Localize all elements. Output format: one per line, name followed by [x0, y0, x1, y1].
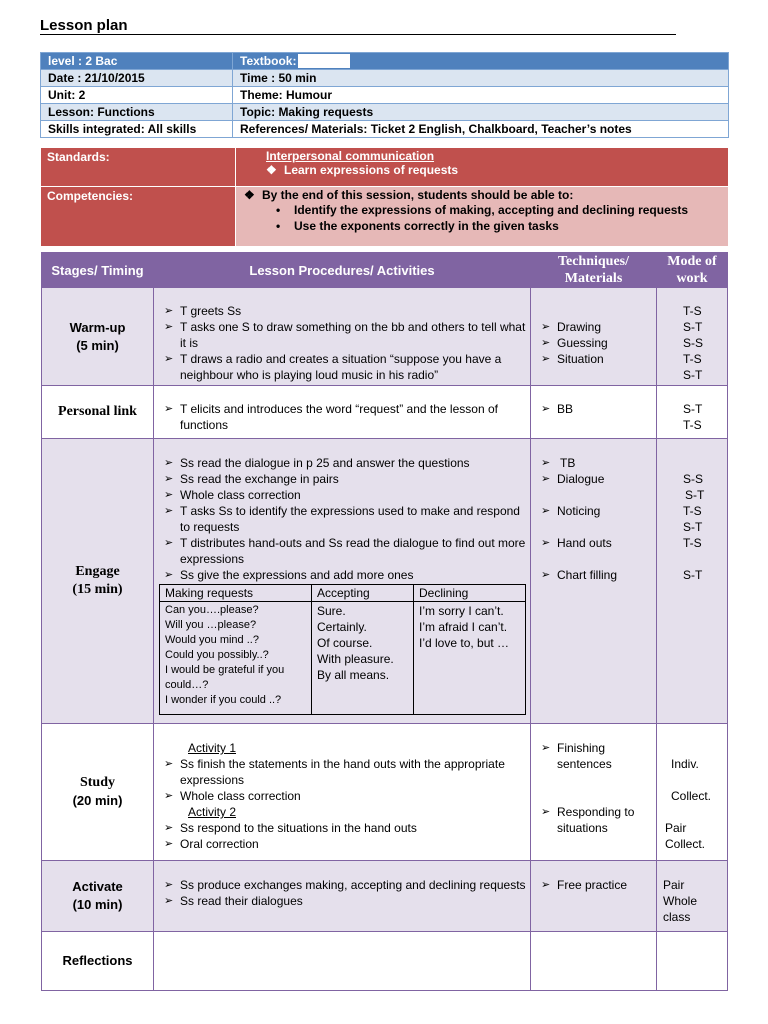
modes-study: [657, 724, 728, 861]
header-mode-line1: Mode of: [667, 254, 717, 269]
procedures-table: [41, 252, 728, 991]
row-warmup: [42, 288, 728, 386]
row-activate: [42, 861, 728, 932]
activity-heading: Activity 2: [188, 805, 237, 819]
page-title: Lesson plan: [40, 17, 128, 34]
textbook-input-box: [298, 54, 350, 68]
header-techniques-line2: Materials: [564, 271, 623, 286]
stage-time: (10 min): [72, 897, 123, 912]
spacer: [663, 804, 727, 820]
techniques-personal-link: [531, 386, 657, 439]
stage-activate: [42, 861, 154, 932]
stage-reflections: [42, 932, 154, 991]
spacer: [531, 772, 656, 788]
reflections-notes: [154, 932, 531, 991]
procedure-item: ➢ Ss produce exchanges making, accepting and declining requests: [154, 877, 530, 893]
procedure-item: ➢ T draws a radio and creates a situation “suppose you have a neighbour who is playing loud music in his radio”: [154, 351, 530, 383]
stage-name: Reflections: [62, 953, 133, 968]
procedure-item: ➢ T asks one S to draw something on the bb and others to tell what it is: [154, 319, 530, 351]
mode-item: S-T: [683, 320, 703, 334]
technique-item: ➢ TB: [531, 455, 656, 471]
technique-item: ➢ Hand outs: [531, 535, 656, 551]
mode-item: T-S: [683, 504, 702, 518]
mode-item: T-S: [683, 352, 702, 366]
header-techniques: [531, 253, 657, 288]
standards-content: [236, 148, 729, 187]
expr-item: Could you possibly..?: [165, 649, 269, 661]
stage-warmup: [42, 288, 154, 386]
lesson-cell: Lesson: Functions: [41, 104, 233, 121]
mode-item: T-S: [683, 304, 702, 318]
procedures-personal-link: [154, 386, 531, 439]
header-mode-line2: work: [676, 271, 708, 286]
skills-cell: Skills integrated: All skills: [41, 121, 233, 138]
procedures-activate: [154, 861, 531, 932]
competencies-label: Competencies:: [41, 187, 236, 247]
reflections-techniques: [531, 932, 657, 991]
technique-item: ➢ Noticing: [531, 503, 656, 519]
spacer: [531, 551, 656, 567]
expr-item: I’m sorry I can’t.: [419, 604, 504, 618]
expr-item: With pleasure.: [317, 652, 394, 666]
expr-declining-list: [414, 602, 526, 715]
technique-item: ➢ Situation: [531, 351, 656, 367]
reflections-modes: [657, 932, 728, 991]
header-mode: [657, 253, 728, 288]
spacer: [531, 519, 656, 535]
expr-header-making: Making requests: [160, 585, 312, 602]
standards-item-text: Learn expressions of requests: [284, 163, 459, 177]
header-stages: Stages/ Timing: [42, 253, 154, 288]
techniques-warmup: [531, 288, 657, 386]
competencies-content: [236, 187, 729, 247]
row-engage: [42, 439, 728, 724]
mode-item: S-T: [683, 402, 703, 416]
procedure-item: ➢ Ss respond to the situations in the hand outs: [154, 820, 530, 836]
procedure-item: ➢ T asks Ss to identify the expressions used to make and respond to requests: [154, 503, 530, 535]
procedure-item: ➢ Ss finish the statements in the hand outs with the appropriate expressions: [154, 756, 530, 788]
row-personal-link: [42, 386, 728, 439]
topic-cell: Topic: Making requests: [233, 104, 729, 121]
expr-item: I would be grateful if you could…?: [165, 664, 285, 691]
competencies-intro-text: By the end of this session, students should be able to:: [262, 188, 574, 202]
stage-name: Activate: [72, 879, 123, 894]
expr-item: I wonder if you could ..?: [165, 694, 282, 706]
expr-item: I’m afraid I can’t.: [419, 620, 508, 634]
row-reflections: [42, 932, 728, 991]
procedure-item: ➢ Ss read the exchange in pairs: [154, 471, 530, 487]
procedure-item: ➢ Ss read their dialogues: [154, 893, 530, 909]
expr-item: I’d love to, but …: [419, 636, 510, 650]
theme-cell: Theme: Humour: [233, 87, 729, 104]
mode-item: S-T: [683, 368, 703, 382]
mode-item: Indiv.: [671, 757, 699, 771]
stage-time: (15 min): [72, 582, 123, 597]
mode-item: Collect.: [665, 837, 706, 851]
procedure-item: ➢ Whole class correction: [154, 487, 530, 503]
expr-item: Sure.: [317, 604, 346, 618]
stage-study: [42, 724, 154, 861]
mode-item: S-S: [683, 472, 704, 486]
info-table: [40, 52, 729, 138]
mode-item: class: [663, 910, 691, 924]
mode-item: S-T: [683, 520, 703, 534]
mode-item: T-S: [683, 536, 702, 550]
technique-item: ➢ Drawing: [531, 319, 656, 335]
mode-item: Collect.: [671, 789, 712, 803]
procedure-item: ➢ T greets Ss: [154, 303, 530, 319]
standards-heading: Interpersonal communication: [266, 149, 435, 163]
procedure-item: ➢ Whole class correction: [154, 788, 530, 804]
technique-item: ➢ Chart filling: [531, 567, 656, 583]
techniques-activate: [531, 861, 657, 932]
stage-engage: [42, 439, 154, 724]
row-study: [42, 724, 728, 861]
stage-time: (20 min): [72, 793, 123, 808]
expr-item: Would you mind ..?: [165, 634, 259, 646]
procedures-study: [154, 724, 531, 861]
expr-item: Can you….please?: [165, 604, 259, 616]
procedure-item: ➢ Ss read the dialogue in p 25 and answer the questions: [154, 455, 530, 471]
header-procedures: Lesson Procedures/ Activities: [154, 253, 531, 288]
mode-item: T-S: [683, 418, 702, 432]
modes-activate: [657, 861, 728, 932]
stage-name: Study: [79, 775, 116, 790]
modes-engage: [657, 439, 728, 724]
technique-item: ➢ BB: [531, 401, 656, 417]
unit-cell: Unit: 2: [41, 87, 233, 104]
mode-item: S-S: [683, 336, 704, 350]
procedure-item: ➢ Ss give the expressions and add more ones: [154, 567, 530, 583]
standards-item: [266, 163, 722, 177]
technique-item: ➢ Free practice: [531, 877, 656, 893]
expressions-table: [159, 584, 526, 715]
expr-item: Of course.: [317, 636, 373, 650]
techniques-study: [531, 724, 657, 861]
standards-table: [40, 147, 729, 247]
procedures-warmup: [154, 288, 531, 386]
competencies-intro: [242, 188, 722, 202]
spacer: [531, 487, 656, 503]
procedure-item: ➢ T elicits and introduces the word “request” and the lesson of functions: [154, 401, 530, 433]
expr-header-accepting: Accepting: [312, 585, 414, 602]
mode-item: Pair: [665, 821, 687, 835]
stage-time: (5 min): [76, 337, 119, 353]
diamond-bullet-icon: ❖: [244, 188, 255, 202]
technique-item: ➢ Finishing sentences: [531, 740, 627, 772]
expr-item: Certainly.: [317, 620, 367, 634]
procedure-item: ➢ T distributes hand-outs and Ss read the dialogue to find out more expressions: [154, 535, 530, 567]
modes-personal-link: [657, 386, 728, 439]
stage-personal-link: [42, 386, 154, 439]
standards-label: Standards:: [41, 148, 236, 187]
techniques-engage: [531, 439, 657, 724]
competency-item: • Identify the expressions of making, accepting and declining requests: [294, 202, 722, 218]
expr-making-list: [160, 602, 312, 715]
competency-item: • Use the exponents correctly in the given tasks: [294, 218, 722, 234]
references-cell: References/ Materials: Ticket 2 English, Chalkboard, Teacher’s notes: [233, 121, 729, 138]
procedures-engage: [154, 439, 531, 724]
expr-item: By all means.: [317, 668, 390, 682]
mode-item: Whole: [663, 894, 698, 908]
technique-item: ➢ Guessing: [531, 335, 656, 351]
spacer: [663, 772, 727, 788]
competencies-list: [294, 202, 722, 234]
technique-item: ➢ Dialogue: [531, 471, 656, 487]
date-cell: Date : 21/10/2015: [41, 70, 233, 87]
stage-name: Engage: [75, 564, 120, 579]
mode-item: Pair: [663, 878, 685, 892]
spacer: [683, 551, 727, 567]
technique-item: ➢ Responding to situations: [531, 804, 651, 836]
expr-item: Will you …please?: [165, 619, 257, 631]
title-underline: [40, 34, 676, 35]
mode-item: S-T: [683, 568, 703, 582]
activity-heading: Activity 1: [188, 741, 237, 755]
level-cell: level : 2 Bac: [41, 53, 233, 70]
modes-warmup: [657, 288, 728, 386]
header-techniques-line1: Techniques/: [557, 254, 630, 269]
time-cell: Time : 50 min: [233, 70, 729, 87]
procedure-item: ➢ Oral correction: [154, 836, 530, 852]
stage-name: Personal link: [58, 404, 137, 419]
expr-header-declining: Declining: [414, 585, 526, 602]
mode-item: S-T: [685, 488, 705, 502]
textbook-label: Textbook:: [240, 53, 297, 68]
stage-name: Warm-up: [69, 319, 126, 335]
textbook-cell: [233, 53, 729, 70]
expr-accepting-list: [312, 602, 414, 715]
diamond-bullet-icon: ❖: [266, 163, 277, 177]
